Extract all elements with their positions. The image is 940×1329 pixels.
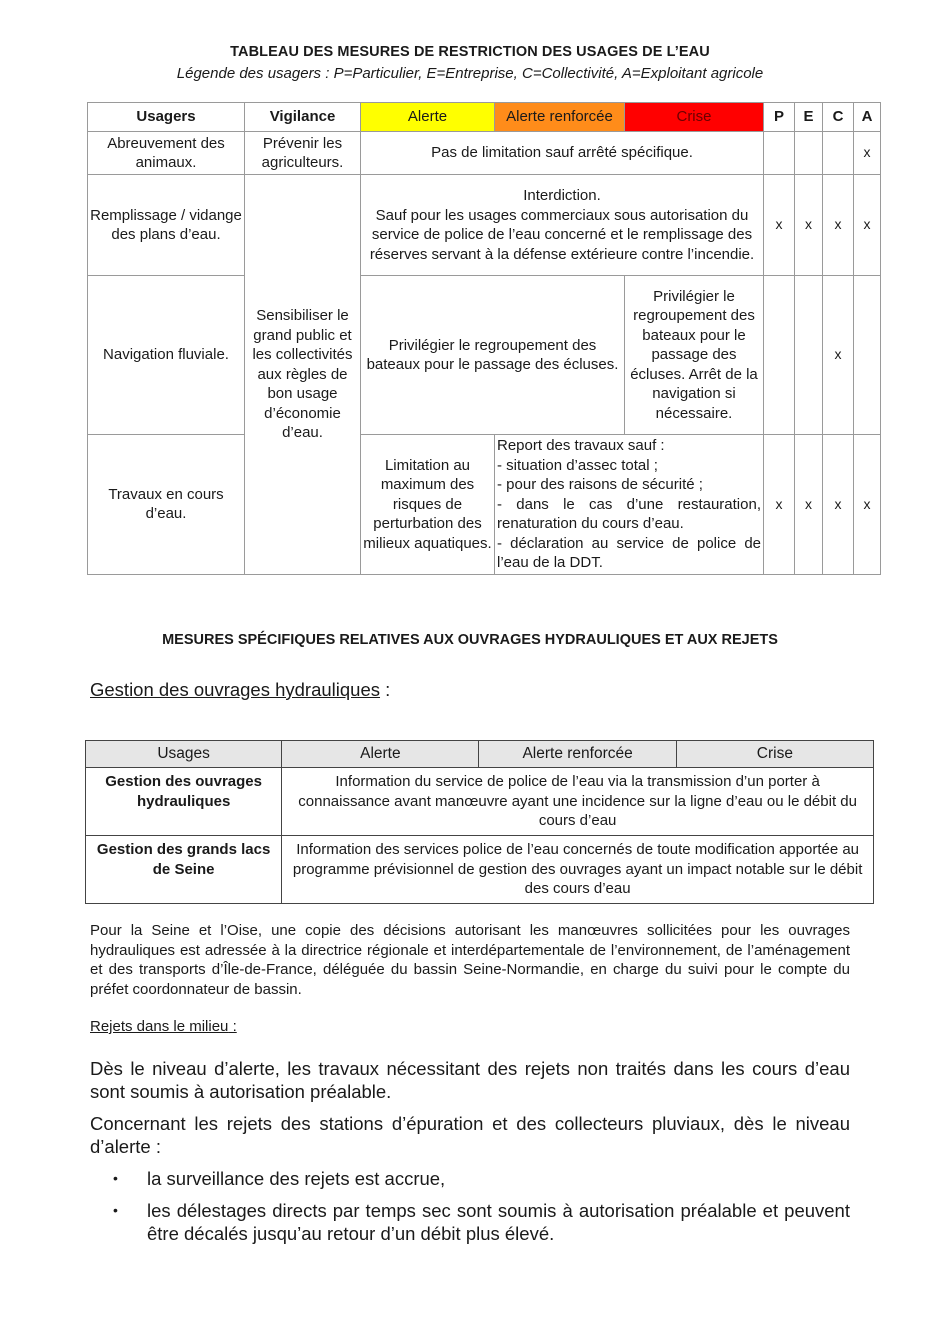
- usager-cell: Abreuvement des animaux.: [88, 132, 245, 175]
- e-cell: x: [795, 435, 823, 575]
- section-title: MESURES SPÉCIFIQUES RELATIVES AUX OUVRAGES HYDRAULIQUES ET AUX REJETS: [162, 632, 778, 648]
- c-cell: x: [823, 435, 854, 575]
- rejets-paragraph: Concernant les rejets des stations d’épuration et des collecteurs pluviaux, dès le niveau d’alerte :: [90, 1113, 850, 1157]
- table-row: [88, 132, 881, 175]
- crise-cell: Privilégier le regroupement des bateaux pour le passage des écluses. Arrêt de la navigation si nécessaire.: [625, 276, 764, 435]
- list-item-text: les délestages directs par temps sec sont soumis à autorisation préalable et peuvent être décalés jusqu’au retour d’un débit plus élevé.: [147, 1200, 850, 1244]
- e-cell: [795, 132, 823, 175]
- alerte-paragraph: Dès le niveau d’alerte, les travaux nécessitant des rejets non traités dans les cours d’eau sont soumis à autorisation préalable.: [90, 1058, 850, 1102]
- a-cell: x: [854, 132, 881, 175]
- rejets-heading: [90, 1018, 237, 1035]
- usager-cell: Travaux en cours d’eau.: [88, 435, 245, 575]
- restriction-table: [87, 102, 881, 575]
- report-item: - déclaration au service de police de l’eau de la DDT.: [497, 534, 761, 571]
- usage-desc: Information du service de police de l’eau via la transmission d’un porter à connaissance avant manœuvre ayant une incidence sur la ligne d’eau ou le débit du cours d’eau: [282, 768, 874, 836]
- header-e: E: [795, 103, 823, 132]
- mesure-cell: Pas de limitation sauf arrêté spécifique.: [361, 132, 764, 175]
- c-cell: x: [823, 276, 854, 435]
- c-cell: x: [823, 175, 854, 276]
- e-cell: x: [795, 175, 823, 276]
- table-row: [88, 435, 881, 575]
- p-cell: x: [764, 435, 795, 575]
- header-alerte-renforcee: Alerte renforcée: [479, 741, 676, 768]
- report-travaux-cell: [495, 435, 764, 575]
- p-cell: [764, 276, 795, 435]
- report-title: Report des travaux sauf :: [497, 437, 665, 454]
- usage-label: Gestion des grands lacs de Seine: [86, 836, 282, 904]
- subheading-colon: :: [380, 679, 391, 700]
- c-cell: [823, 132, 854, 175]
- report-item: - pour des raisons de sécurité ;: [497, 476, 703, 493]
- header-vigilance: Vigilance: [245, 103, 361, 132]
- bullet-icon: •: [113, 1170, 118, 1186]
- alerte-cell: Limitation au maximum des risques de perturbation des milieux aquatiques.: [361, 435, 495, 575]
- ouvrages-table: [85, 740, 874, 904]
- header-alerte-renforcee: Alerte renforcée: [495, 103, 625, 132]
- e-cell: [795, 276, 823, 435]
- mesure-title: Interdiction.: [523, 187, 601, 204]
- report-item: - dans le cas d’une restauration, renaturation du cours d’eau.: [497, 495, 761, 532]
- seine-oise-paragraph: Pour la Seine et l’Oise, une copie des décisions autorisant les manœuvres sollicitées pour les ouvrages hydrauliques est adressée à la directrice régionale et interdépartementale de l’environnement, de l’aménagement et des transports d’Île-de-France, déléguée du bassin Seine-Normandie, en charge du suivi pour le compte du préfet coordonnateur de bassin.: [90, 922, 850, 998]
- header-p: P: [764, 103, 795, 132]
- ouvrages-subheading-text: Gestion des ouvrages hydrauliques: [90, 679, 381, 700]
- a-cell: x: [854, 435, 881, 575]
- bullet-icon: •: [113, 1202, 118, 1218]
- header-usagers: Usagers: [88, 103, 245, 132]
- table-row: [86, 836, 874, 904]
- mesure-text: Sauf pour les usages commerciaux sous autorisation du service de police de l’eau concerné et le remplissage des réserves servant à la défense extérieure contre l’incendie.: [369, 206, 755, 263]
- header-usages: Usages: [86, 741, 282, 768]
- usager-cell: Navigation fluviale.: [88, 276, 245, 435]
- usage-label: Gestion des ouvrages hydrauliques: [86, 768, 282, 836]
- header-crise: Crise: [625, 103, 764, 132]
- p-cell: x: [764, 175, 795, 276]
- users-legend: Légende des usagers : P=Particulier, E=Entreprise, C=Collectivité, A=Exploitant agricole: [176, 65, 764, 82]
- table-row: [88, 276, 881, 435]
- header-alerte: Alerte: [282, 741, 479, 768]
- report-item: - situation d’assec total ;: [497, 456, 658, 474]
- p-cell: [764, 132, 795, 175]
- header-a: A: [854, 103, 881, 132]
- usage-desc: Information des services police de l’eau concernés de toute modification apportée au programme prévisionnel de gestion des ouvrages ayant un impact notable sur le débit des cours d’eau: [282, 836, 874, 904]
- list-item-text: la surveillance des rejets est accrue,: [147, 1168, 446, 1189]
- header-alerte: Alerte: [361, 103, 495, 132]
- table-header-row: [88, 103, 881, 132]
- mesure-cell: [361, 175, 764, 276]
- rejets-colon: :: [228, 1018, 237, 1035]
- table-header-row: [86, 741, 874, 768]
- header-c: C: [823, 103, 854, 132]
- vigilance-shared-cell: Sensibiliser le grand public et les collectivités aux règles de bon usage d’économie d’eau.: [245, 175, 361, 575]
- table-row: [86, 768, 874, 836]
- alerte-renforcee-cell: Privilégier le regroupement des bateaux pour le passage des écluses.: [361, 276, 625, 435]
- usager-cell: Remplissage / vidange des plans d’eau.: [88, 175, 245, 276]
- a-cell: [854, 276, 881, 435]
- table-row: [88, 175, 881, 276]
- a-cell: x: [854, 175, 881, 276]
- vigilance-cell: Prévenir les agriculteurs.: [245, 132, 361, 175]
- header-crise: Crise: [676, 741, 873, 768]
- table-title: TABLEAU DES MESURES DE RESTRICTION DES USAGES DE L’EAU: [230, 44, 710, 60]
- ouvrages-subheading: [90, 679, 390, 701]
- rejets-heading-text: Rejets dans le milieu: [90, 1018, 229, 1035]
